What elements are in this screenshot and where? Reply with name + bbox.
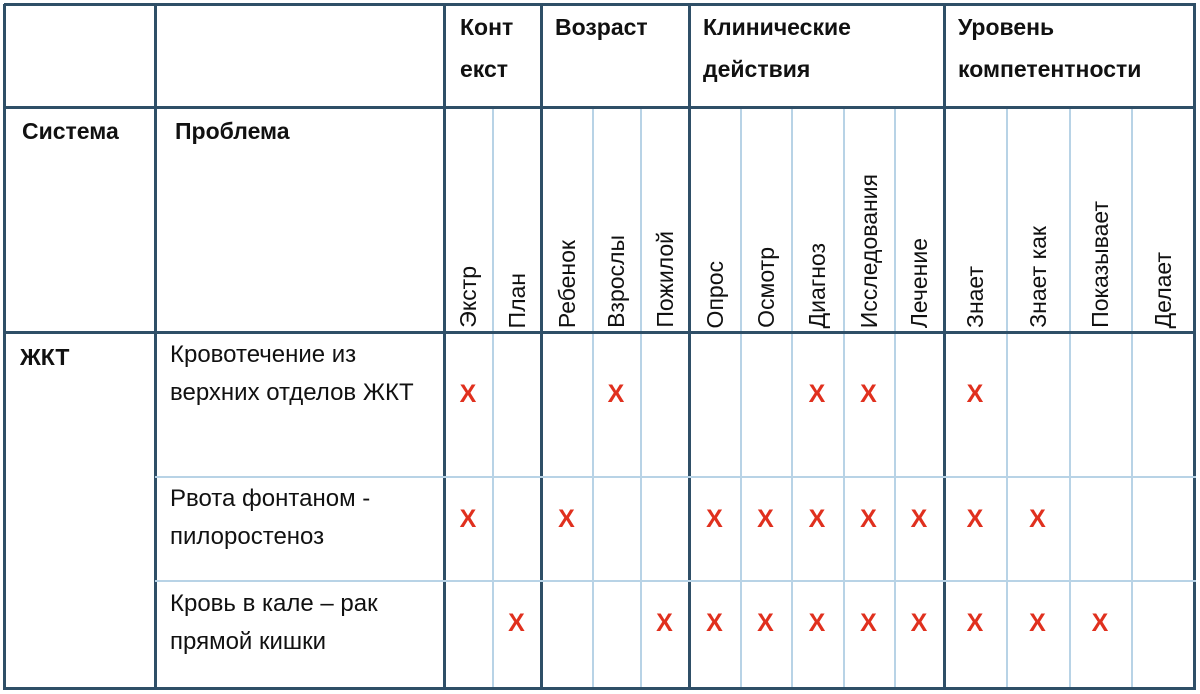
group-header-clinical: Клинические действия	[703, 14, 851, 82]
column-label: Осмотр	[752, 247, 779, 328]
mark-x: X	[966, 609, 984, 637]
grid-hline-thick	[4, 106, 1196, 109]
grid-vline-thin	[740, 107, 742, 689]
group-header-context: Конт екст	[460, 14, 514, 82]
mark-x: X	[808, 609, 826, 637]
group-header-competence: Уровень компетентности	[958, 14, 1142, 82]
mark-x: X	[966, 505, 984, 533]
column-label: Знает как	[1024, 226, 1051, 328]
mark-x: X	[706, 505, 723, 533]
mark-x: X	[860, 380, 877, 408]
grid-vline-thin	[640, 107, 642, 689]
mark-x: X	[508, 609, 525, 637]
mark-x: X	[558, 505, 575, 533]
mark-x: X	[607, 380, 625, 408]
column-label: Делает	[1149, 252, 1176, 329]
mark-x: X	[757, 505, 774, 533]
system-name: ЖКТ	[20, 344, 70, 370]
mark-x: X	[757, 609, 774, 637]
mark-x: X	[860, 505, 877, 533]
grid-hline-thick	[4, 687, 1196, 690]
system-header: Система	[22, 118, 119, 144]
mark-x: X	[656, 609, 673, 637]
mark-x: X	[808, 505, 826, 533]
mark-x: X	[706, 609, 723, 637]
column-label: Знает	[962, 266, 988, 328]
column-label: Опрос	[701, 261, 728, 329]
mark-x: X	[910, 609, 928, 637]
column-label: Показывает	[1087, 201, 1113, 328]
grid-vline-thin	[894, 107, 896, 689]
mark-x: X	[1029, 505, 1046, 533]
column-label: Исследования	[855, 174, 882, 329]
grid-vline-thin	[1006, 107, 1008, 689]
grid-vline-thin	[1069, 107, 1071, 689]
mark-x: X	[1091, 609, 1109, 637]
mark-x: X	[1029, 609, 1046, 637]
column-label: Взрослы	[603, 235, 629, 328]
grid-hline-thin	[155, 476, 1196, 478]
problem-2: Рвота фонтаном - пилоростеноз	[170, 485, 371, 550]
column-label: Диагноз	[804, 243, 830, 329]
column-label: Экстр	[455, 266, 481, 328]
grid-hline-thick	[4, 331, 1196, 334]
grid-vline-thin	[1131, 107, 1133, 689]
column-label: Ребенок	[553, 240, 580, 329]
group-header-age: Возраст	[555, 14, 648, 40]
mark-x: X	[966, 380, 984, 408]
column-label: План	[503, 273, 530, 329]
grid-vline-thin	[492, 107, 494, 689]
column-label: Лечение	[906, 238, 932, 329]
mark-x: X	[808, 380, 826, 408]
problem-3: Кровь в кале – рак прямой кишки	[170, 590, 378, 655]
column-label: Пожилой	[651, 231, 678, 328]
grid-vline-thin	[592, 107, 594, 689]
mark-x: X	[459, 380, 477, 408]
problem-header: Проблема	[175, 118, 290, 144]
mark-x: X	[459, 505, 477, 533]
problem-1: Кровотечение из верхних отделов ЖКТ	[170, 341, 414, 406]
mark-x: X	[860, 609, 877, 637]
grid-vline-thin	[791, 107, 793, 689]
mark-x: X	[910, 505, 928, 533]
grid-hline-thin	[155, 580, 1196, 582]
grid-vline-thin	[843, 107, 845, 689]
